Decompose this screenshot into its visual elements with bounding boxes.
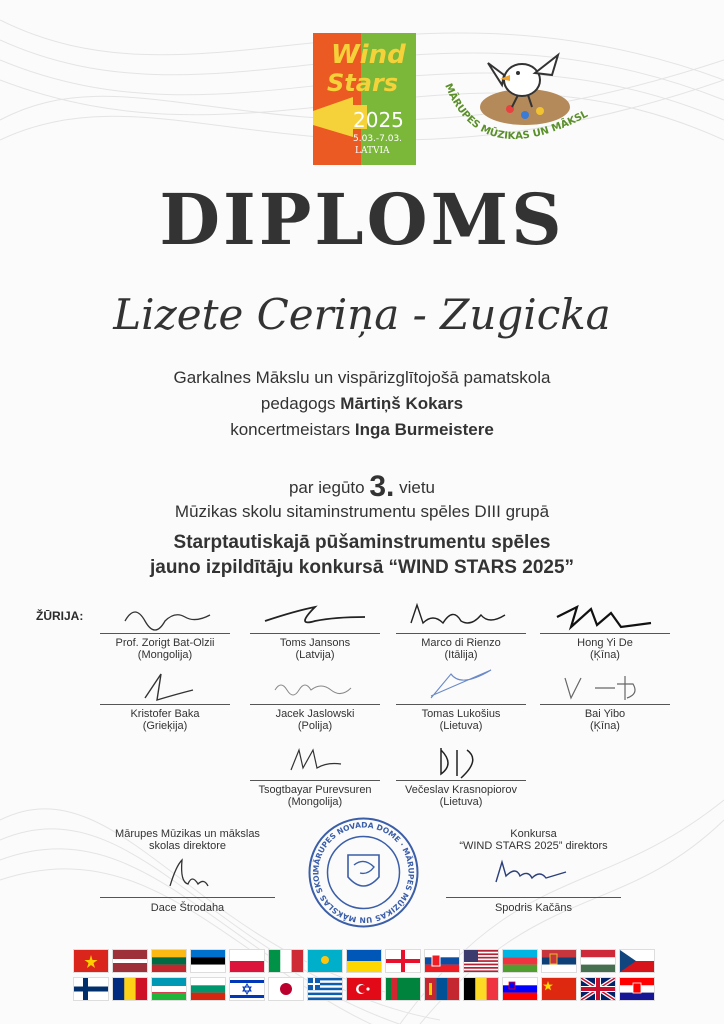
signature-image [545, 597, 665, 633]
recipient-name: Lizete Ceriņa - Zugicka [113, 290, 611, 339]
latvia-flag [113, 950, 147, 972]
jury-country: (Lietuva) [439, 796, 483, 808]
jury-country: (Ķīna) [590, 720, 620, 732]
jury-member [396, 668, 526, 732]
slovenia-flag [503, 978, 537, 1000]
finland-flag [74, 978, 108, 1000]
signature-image [401, 597, 521, 633]
wind-stars-logo [313, 33, 416, 165]
signature-image [105, 597, 225, 633]
competition-line-1: Starptautiskajā pūšaminstrumentu spēles [173, 532, 551, 553]
signature-line [540, 704, 670, 705]
azerbaijan-flag [503, 950, 537, 972]
czechia-flag [620, 950, 654, 972]
usa-flag [464, 950, 498, 972]
bulgaria-flag [191, 978, 225, 1000]
china-flag [542, 978, 576, 1000]
croatia-flag [620, 978, 654, 1000]
jury-name: Kristofer Baka [130, 708, 200, 720]
place-suffix: vietu [399, 478, 436, 497]
jury-name: Prof. Zorigt Bat-Olzii [115, 637, 215, 649]
signature-line [446, 897, 621, 898]
place-value: 3. [369, 470, 395, 503]
svg-text:Wind: Wind [331, 40, 406, 70]
svg-text:5.03.-7.03.: 5.03.-7.03. [353, 134, 403, 144]
signature-image [100, 852, 275, 892]
signature-image [255, 740, 375, 780]
group-line: Mūzikas skolu sitaminstrumentu spēles DIII grupā [174, 502, 550, 521]
turkey-flag [347, 978, 381, 1000]
greece-flag [308, 978, 342, 1000]
uk-flag [581, 978, 615, 1000]
school-line: Garkalnes Mākslu un vispārizglītojošā pamatskola [173, 368, 551, 387]
jury-country: (Polija) [297, 720, 333, 732]
georgia-flag [386, 950, 420, 972]
lithuania-flag [152, 950, 186, 972]
flags-row-1 [74, 950, 654, 972]
jury-country: (Mongolija) [287, 796, 343, 808]
svg-text:MĀRUPES NOVADA DOME · MĀRUPES: MĀRUPES NOVADA DOME · MĀRUPES MŪZIKAS UN MĀKSLAS SKOL [311, 820, 416, 925]
accompanist-line [0, 420, 724, 440]
place-prefix: par iegūto [288, 478, 365, 497]
jury-name: Tsogtbayar Purevsuren [258, 784, 372, 796]
israel-flag [230, 978, 264, 1000]
svg-text:Stars: Stars [327, 69, 399, 97]
signature-line [396, 633, 526, 634]
signature-line [100, 704, 230, 705]
jury-country: (Grieķija) [142, 720, 188, 732]
jury-member [250, 740, 380, 808]
jury-member [250, 668, 380, 732]
teacher-prefix: pedagogs [260, 394, 336, 413]
signature-image [401, 668, 521, 704]
place-line [0, 470, 724, 504]
signature-image [401, 740, 521, 780]
jury-member [396, 740, 526, 808]
jury-name: Marco di Rienzo [421, 637, 501, 649]
japan-flag [269, 978, 303, 1000]
jury-country: (Lietuva) [439, 720, 483, 732]
svg-text:2025: 2025 [353, 108, 404, 132]
signature-image [255, 668, 375, 704]
jury-country: (Ķīna) [590, 649, 620, 661]
flags-row-2 [74, 978, 654, 1000]
director-right-name: Spodris Kačāns [494, 902, 573, 914]
estonia-flag [191, 950, 225, 972]
poland-flag [230, 950, 264, 972]
belgium-flag [464, 978, 498, 1000]
turkmenistan-flag [386, 978, 420, 1000]
diploma-title: DIPLOMS [159, 178, 565, 261]
school-logo [440, 45, 595, 175]
jury-country: (Mongolija) [137, 649, 193, 661]
director-left-title-2: skolas direktore [148, 840, 227, 852]
signature-line [100, 633, 230, 634]
jury-member [100, 597, 230, 661]
jury-member [540, 597, 670, 661]
slovakia-flag [425, 950, 459, 972]
director-left [100, 828, 275, 914]
signature-line [396, 780, 526, 781]
jury-name: Tomas Lukošius [421, 708, 501, 720]
director-right-title-1: Konkursa [510, 828, 557, 840]
jury-country: (Latvija) [295, 649, 335, 661]
hungary-flag [581, 950, 615, 972]
mongolia-flag [425, 978, 459, 1000]
signature-image [545, 668, 665, 704]
jury-country: (Itālija) [444, 649, 478, 661]
official-stamp [306, 815, 421, 930]
competition-line-2: jauno izpildītāju konkursā “WIND STARS 2025” [149, 557, 575, 578]
signature-line [100, 897, 275, 898]
jury-name: Toms Jansons [279, 637, 351, 649]
accompanist-prefix: koncertmeistars [230, 420, 351, 439]
signature-line [396, 704, 526, 705]
signature-image [105, 668, 225, 704]
svg-text:LATVIA: LATVIA [355, 146, 390, 156]
jury-name: Jacek Jaslowski [275, 708, 355, 720]
jury-name: Hong Yi De [577, 637, 633, 649]
signature-line [250, 633, 380, 634]
kazakhstan-flag [308, 950, 342, 972]
italy-flag [269, 950, 303, 972]
jury-member [396, 597, 526, 661]
ukraine-flag [347, 950, 381, 972]
director-left-title-1: Mārupes Mūzikas un mākslas [115, 828, 260, 840]
serbia-flag [542, 950, 576, 972]
teacher-line [0, 394, 724, 414]
director-right-title-2: “WIND STARS 2025” direktors [459, 840, 608, 852]
romania-flag [113, 978, 147, 1000]
teacher-name: Mārtiņš Kokars [340, 394, 464, 413]
signature-line [250, 704, 380, 705]
uzbekistan-flag [152, 978, 186, 1000]
svg-text:MĀRUPES MŪZIKAS UN MĀKSLAS SKO: MĀRUPES MŪZIKAS UN MĀKSL [442, 81, 590, 143]
jury-member [540, 668, 670, 732]
jury-label: ŽŪRIJA: [36, 609, 84, 623]
vietnam-flag [74, 950, 108, 972]
jury-name: Večeslav Krasnopiorov [405, 784, 517, 796]
jury-member [100, 668, 230, 732]
jury-name: Bai Yibo [584, 708, 626, 720]
signature-image [255, 597, 375, 633]
director-right [446, 828, 621, 914]
director-left-name: Dace Štrodaha [150, 902, 225, 914]
signature-image [446, 852, 621, 892]
jury-member [250, 597, 380, 661]
signature-line [250, 780, 380, 781]
signature-line [540, 633, 670, 634]
accompanist-name: Inga Burmeistere [354, 420, 494, 439]
